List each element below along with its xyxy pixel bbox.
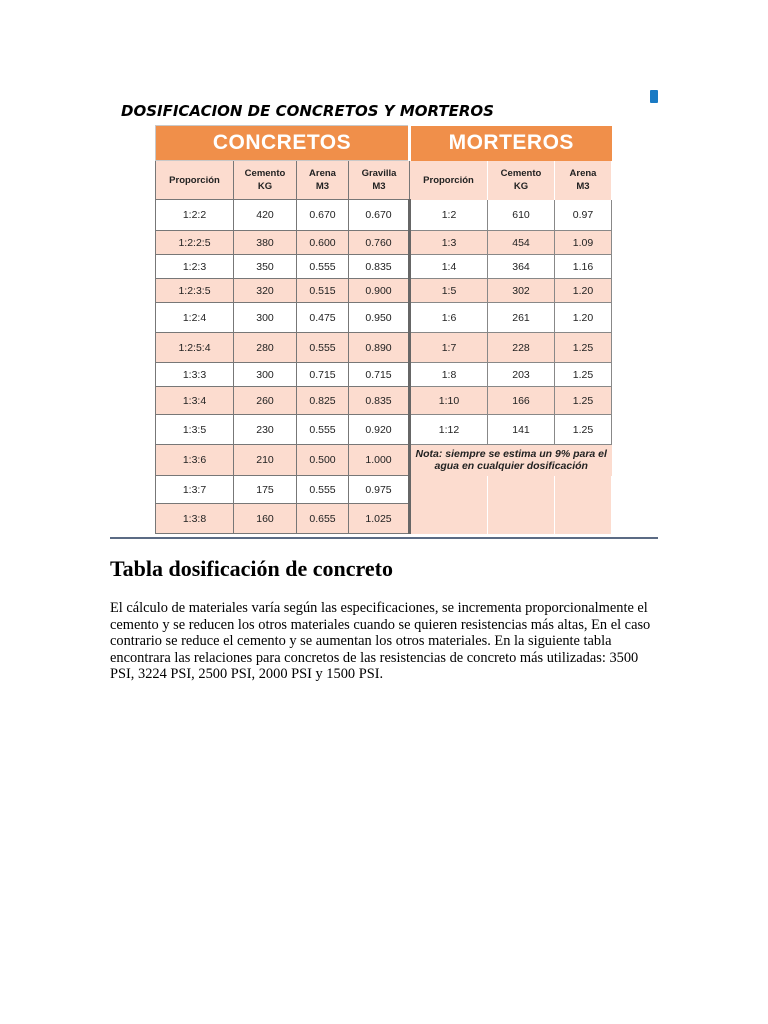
morteros-cell: 0.97: [555, 200, 612, 231]
dosificacion-table: [155, 125, 612, 534]
concretos-cell: 0.950: [349, 303, 410, 333]
concretos-cell: 0.555: [297, 255, 349, 279]
concretos-cell: 300: [234, 363, 297, 387]
concretos-cell: 350: [234, 255, 297, 279]
morteros-cell: 1:7: [410, 333, 488, 363]
concretos-cell: 320: [234, 279, 297, 303]
concretos-cell: 1.025: [349, 504, 410, 534]
morteros-cell: 1:4: [410, 255, 488, 279]
morteros-cell: 1.25: [555, 415, 612, 445]
concretos-cell: 1:3:7: [156, 476, 234, 504]
morteros-cell: 610: [488, 200, 555, 231]
concretos-cell: 300: [234, 303, 297, 333]
column-header-label: Arena: [309, 168, 336, 179]
morteros-cell: 302: [488, 279, 555, 303]
column-header-unit: KG: [513, 181, 529, 192]
concretos-cell: 1:2:2: [156, 200, 234, 231]
morteros-cell: 1.25: [555, 333, 612, 363]
table-row: [156, 333, 612, 363]
morteros-cell: 1:5: [410, 279, 488, 303]
table-row: [156, 279, 612, 303]
concretos-cell: 175: [234, 476, 297, 504]
morteros-header: MORTEROS: [410, 126, 612, 161]
morteros-cell: 454: [488, 231, 555, 255]
morteros-column-header: [410, 161, 488, 200]
concretos-cell: 0.890: [349, 333, 410, 363]
column-header-label: Cemento: [244, 168, 286, 179]
concretos-cell: 0.655: [297, 504, 349, 534]
concretos-cell: 0.670: [349, 200, 410, 231]
table-row: [156, 504, 612, 534]
concretos-cell: 1:2:3: [156, 255, 234, 279]
empty-cell: [410, 504, 488, 534]
morteros-cell: 203: [488, 363, 555, 387]
column-header-label: Proporción: [423, 174, 474, 186]
body-paragraph: El cálculo de materiales varía según las especificaciones, se incrementa proporcionalmente el cemento y se reducen los otros materiales cuando se quieren resistencias más altas, En el caso contrario se reduce el cemento y se aumentan los otros materiales. En la siguiente tabla encontrara las relaciones para concretos de las resistencias de concreto más utilizadas: 3500 PSI, 3224 PSI, 2500 PSI, 2000 PSI y 1500 PSI.: [110, 600, 651, 683]
column-header-unit: M3: [372, 181, 386, 192]
concretos-column-header: [297, 161, 349, 200]
table-title-row: [156, 126, 612, 161]
column-header-label: Cemento: [500, 168, 542, 179]
concretos-cell: 0.500: [297, 445, 349, 476]
morteros-cell: 228: [488, 333, 555, 363]
empty-cell: [410, 476, 488, 504]
dosificacion-grid: [155, 125, 612, 534]
concretos-cell: 0.555: [297, 476, 349, 504]
water-note: Nota: siempre se estima un 9% para el agua en cualquier dosificación: [410, 445, 612, 476]
table-row: [156, 231, 612, 255]
morteros-cell: 1:2: [410, 200, 488, 231]
morteros-cell: 1:8: [410, 363, 488, 387]
concretos-cell: 0.835: [349, 255, 410, 279]
concretos-cell: 380: [234, 231, 297, 255]
concretos-cell: 0.515: [297, 279, 349, 303]
concretos-cell: 0.760: [349, 231, 410, 255]
morteros-cell: 1.20: [555, 279, 612, 303]
concretos-cell: 1:3:5: [156, 415, 234, 445]
column-header-label: Arena: [569, 168, 597, 179]
column-header-label: Proporción: [169, 174, 220, 186]
concretos-cell: 1:2:4: [156, 303, 234, 333]
morteros-cell: 1:12: [410, 415, 488, 445]
concretos-cell: 230: [234, 415, 297, 445]
table-row: [156, 445, 612, 476]
concretos-column-header: [156, 161, 234, 200]
morteros-cell: 261: [488, 303, 555, 333]
table-row: [156, 200, 612, 231]
morteros-cell: 141: [488, 415, 555, 445]
concretos-column-header: [349, 161, 410, 200]
morteros-cell: 364: [488, 255, 555, 279]
document-title: DOSIFICACION DE CONCRETOS Y MORTEROS: [121, 102, 494, 120]
column-header-row: [156, 161, 612, 200]
concretos-cell: 0.600: [297, 231, 349, 255]
morteros-cell: 1.25: [555, 387, 612, 415]
concretos-cell: 0.920: [349, 415, 410, 445]
morteros-cell: 166: [488, 387, 555, 415]
concretos-cell: 1:3:8: [156, 504, 234, 534]
column-header-unit: M3: [315, 181, 330, 192]
concretos-cell: 420: [234, 200, 297, 231]
table-row: [156, 415, 612, 445]
concretos-header: CONCRETOS: [156, 126, 410, 161]
concretos-cell: 0.670: [297, 200, 349, 231]
concretos-cell: 0.555: [297, 333, 349, 363]
empty-cell: [488, 476, 555, 504]
morteros-cell: 1:10: [410, 387, 488, 415]
empty-cell: [555, 476, 612, 504]
concretos-column-header: [234, 161, 297, 200]
concretos-cell: 0.900: [349, 279, 410, 303]
concretos-cell: 0.715: [297, 363, 349, 387]
table-row: [156, 303, 612, 333]
concretos-cell: 260: [234, 387, 297, 415]
column-header-unit: KG: [257, 181, 273, 192]
bookmark-marker-icon: [650, 90, 658, 103]
concretos-cell: 0.475: [297, 303, 349, 333]
concretos-cell: 0.555: [297, 415, 349, 445]
morteros-column-header: [488, 161, 555, 200]
concretos-cell: 0.975: [349, 476, 410, 504]
table-row: [156, 363, 612, 387]
concretos-cell: 1.000: [349, 445, 410, 476]
concretos-cell: 1:2:5:4: [156, 333, 234, 363]
column-header-unit: M3: [576, 181, 590, 192]
concretos-cell: 1:2:3:5: [156, 279, 234, 303]
table-row: [156, 387, 612, 415]
concretos-cell: 280: [234, 333, 297, 363]
concretos-cell: 1:2:2:5: [156, 231, 234, 255]
section-title: Tabla dosificación de concreto: [110, 556, 393, 581]
concretos-cell: 210: [234, 445, 297, 476]
morteros-cell: 1.20: [555, 303, 612, 333]
empty-cell: [488, 504, 555, 534]
table-row: [156, 476, 612, 504]
morteros-cell: 1.16: [555, 255, 612, 279]
morteros-cell: 1.25: [555, 363, 612, 387]
table-row: [156, 255, 612, 279]
morteros-cell: 1.09: [555, 231, 612, 255]
column-header-label: Gravilla: [361, 168, 397, 179]
concretos-cell: 0.835: [349, 387, 410, 415]
empty-cell: [555, 504, 612, 534]
concretos-cell: 1:3:6: [156, 445, 234, 476]
horizontal-divider: [110, 537, 658, 539]
concretos-cell: 0.825: [297, 387, 349, 415]
concretos-cell: 0.715: [349, 363, 410, 387]
concretos-cell: 1:3:4: [156, 387, 234, 415]
morteros-cell: 1:6: [410, 303, 488, 333]
concretos-cell: 160: [234, 504, 297, 534]
concretos-cell: 1:3:3: [156, 363, 234, 387]
morteros-column-header: [555, 161, 612, 200]
morteros-cell: 1:3: [410, 231, 488, 255]
